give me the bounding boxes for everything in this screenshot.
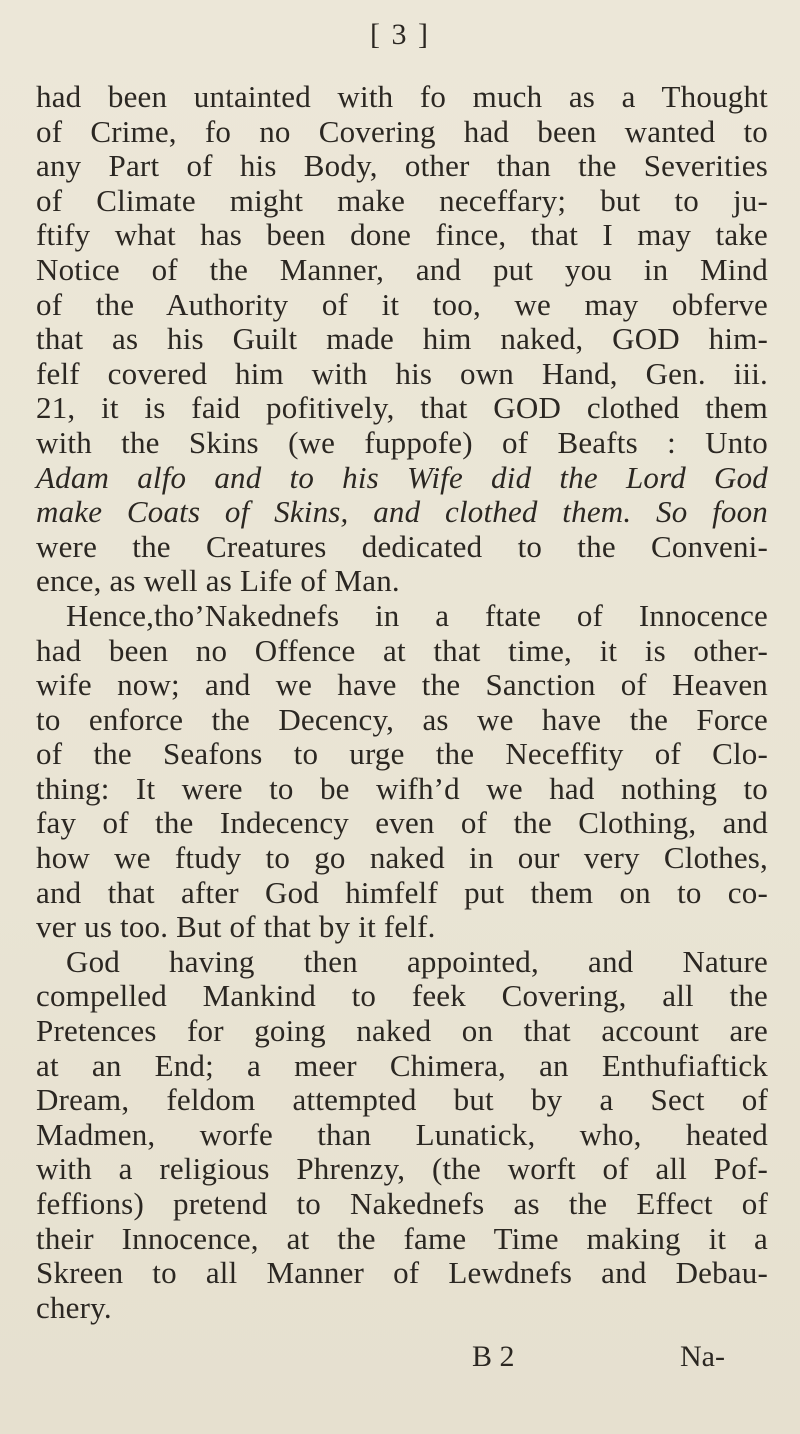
text-line: Notice of the Manner, and put you in Mind	[36, 251, 768, 287]
page-number: [ 3 ]	[370, 18, 430, 51]
text-line: Madmen, worfe than Lunatick, who, heated	[36, 1116, 768, 1152]
text-line: thing: It were to be wifh’d we had nothing to	[36, 770, 768, 806]
text-line: with the Skins (we fuppofe) of Beafts : Unto	[36, 424, 768, 460]
signature-mark: B 2	[472, 1340, 515, 1373]
text-line: were the Creatures dedicated to the Conveni-	[36, 528, 768, 564]
page-footer	[0, 1340, 800, 1380]
text-line: at an End; a meer Chimera, an Enthufiaftick	[36, 1047, 768, 1083]
text-line: had been no Offence at that time, it is other-	[36, 632, 768, 668]
text-line: how we ftudy to go naked in our very Clothes,	[36, 840, 768, 876]
text-line: Dream, feldom attempted but by a Sect of	[36, 1082, 768, 1118]
text-line: felf covered him with his own Hand, Gen. iii.	[36, 355, 768, 391]
text-line: wife now; and we have the Sanction of Heaven	[36, 667, 768, 703]
body-text	[36, 80, 768, 1325]
text-line: compelled Mankind to feek Covering, all the	[36, 978, 768, 1014]
text-line: ver us too. But of that by it felf.	[36, 909, 436, 945]
text-line: of Climate might make neceffary; but to ju-	[36, 182, 768, 218]
text-line: God having then appointed, and Nature	[66, 943, 768, 979]
text-line: fay of the Indecency even of the Clothing, and	[36, 805, 768, 841]
text-line: Skreen to all Manner of Lewdnefs and Debau-	[36, 1255, 768, 1291]
text-line: ence, as well as Life of Man.	[36, 563, 400, 599]
text-line: of Crime, fo no Covering had been wanted to	[36, 113, 768, 149]
catchword: Na-	[680, 1340, 725, 1373]
text-line: that as his Guilt made him naked, GOD him-	[36, 321, 768, 357]
text-line: 21, it is faid pofitively, that GOD clothed them	[36, 390, 768, 426]
text-line: their Innocence, at the fame Time making it a	[36, 1220, 768, 1256]
text-line: any Part of his Body, other than the Severities	[36, 148, 768, 184]
text-line: of the Seafons to urge the Neceffity of Clo-	[36, 736, 768, 772]
text-line: and that after God himfelf put them on to co-	[36, 874, 768, 910]
text-line: with a religious Phrenzy, (the worft of all Pof-	[36, 1151, 768, 1187]
text-line: to enforce the Decency, as we have the Force	[36, 701, 768, 737]
text-line: of the Authority of it too, we may obferve	[36, 286, 768, 322]
text-line: Pretences for going naked on that account are	[36, 1013, 768, 1049]
text-line: chery.	[36, 1289, 112, 1325]
text-line: feffions) pretend to Nakednefs as the Effect of	[36, 1186, 768, 1221]
text-line: Adam alfo and to his Wife did the Lord God	[36, 459, 768, 495]
text-line: Hence,tho’Nakednefs in a ftate of Innocence	[66, 597, 768, 633]
text-line: had been untainted with fo much as a Thought	[36, 79, 768, 114]
text-line: ftify what has been done fince, that I may take	[36, 217, 768, 253]
text-line: make Coats of Skins, and clothed them. So foon	[36, 494, 768, 530]
